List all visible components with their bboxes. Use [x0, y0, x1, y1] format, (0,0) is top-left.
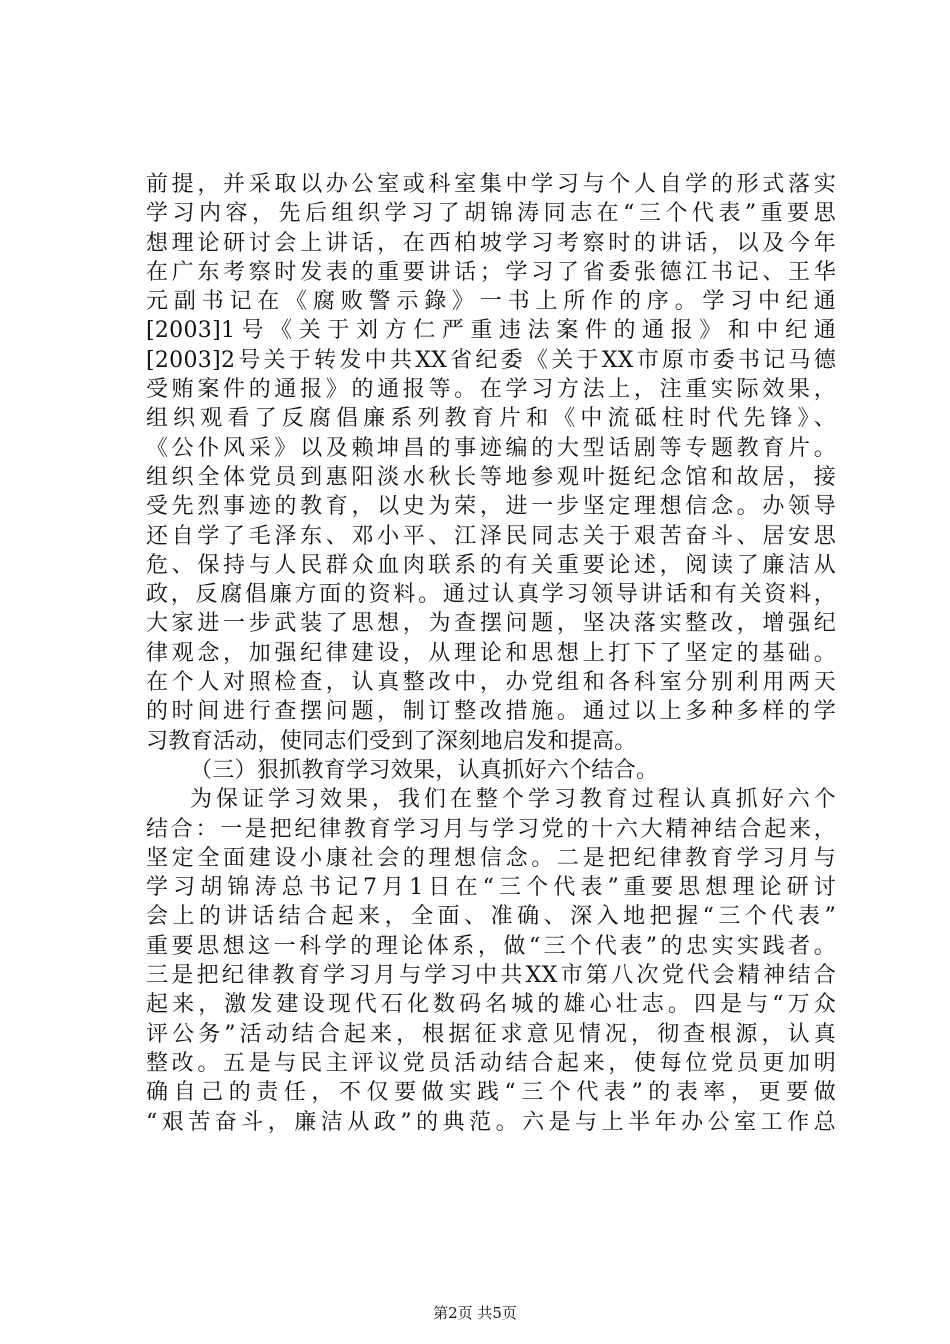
text-line: 为保证学习效果，我们在整个学习教育过程认真抓好六个	[190, 787, 836, 813]
text-line: 律观念，加强纪律建设，从理论和思想上打下了坚定的基础。	[146, 640, 836, 666]
text-line: 危、保持与人民群众血肉联系的有关重要论述，阅读了廉洁从	[146, 552, 836, 578]
text-line: 的时间进行查摆问题，制订整改措施。通过以上多种多样的学	[146, 699, 836, 725]
text-line: 重要思想这一科学的理论体系，做“三个代表”的忠实实践者。	[146, 933, 836, 959]
section-heading: （三）狠抓教育学习效果，认真抓好六个结合。	[190, 757, 659, 783]
text-line: 三是把纪律教育学习月与学习中共XX市第八次党代会精神结合	[146, 963, 836, 989]
text-line: 学习胡锦涛总书记7月1日在“三个代表”重要思想理论研讨	[146, 875, 836, 901]
text-line: 《公仆风采》以及赖坤昌的事迹编的大型话剧等专题教育片。	[146, 435, 836, 461]
text-line: 起来，激发建设现代石化数码名城的雄心壮志。四是与“万众	[146, 992, 836, 1018]
text-line: 会上的讲话结合起来，全面、准确、深入地把握“三个代表”	[146, 904, 836, 930]
text-line: 确自己的责任，不仅要做实践“三个代表”的表率，更要做	[146, 1080, 836, 1106]
text-line: 组织观看了反腐倡廉系列教育片和《中流砥柱时代先锋》、	[146, 406, 836, 432]
text-line: 政，反腐倡廉方面的资料。通过认真学习领导讲话和有关资料，	[146, 582, 836, 608]
text-line: 坚定全面建设小康社会的理想信念。二是把纪律教育学习月与	[146, 845, 836, 871]
page-footer: 第2页 共5页	[433, 1304, 517, 1322]
text-line: 元副书记在《腐败警示錄》一书上所作的序。学习中纪通	[146, 289, 836, 315]
text-line: 还自学了毛泽东、邓小平、江泽民同志关于艰苦奋斗、居安思	[146, 523, 836, 549]
text-line: 整改。五是与民主评议党员活动结合起来，使每位党员更加明	[146, 1050, 836, 1076]
text-line: 大家进一步武装了思想，为查摆问题，坚决落实整改，增强纪	[146, 611, 836, 637]
text-line: 受先烈事迹的教育，以史为荣，进一步坚定理想信念。办领导	[146, 494, 836, 520]
text-line: “艰苦奋斗，廉洁从政”的典范。六是与上半年办公室工作总	[146, 1109, 836, 1135]
text-line: 评公务”活动结合起来，根据征求意见情况，彻查根源，认真	[146, 1021, 836, 1047]
text-line: [2003]1号《关于刘方仁严重违法案件的通报》和中纪通	[146, 318, 836, 344]
text-line: 在个人对照检查，认真整改中，办党组和各科室分别利用两天	[146, 670, 836, 696]
text-line: 组织全体党员到惠阳淡水秋长等地参观叶挺纪念馆和故居，接	[146, 464, 836, 490]
body-text	[146, 170, 836, 1137]
text-line: 受贿案件的通报》的通报等。在学习方法上，注重实际效果，	[146, 377, 836, 403]
text-line: 前提，并采取以办公室或科室集中学习与个人自学的形式落实	[146, 172, 836, 197]
text-line: 习教育活动，使同志们受到了深刻地启发和提高。	[146, 728, 637, 754]
text-line: 在广东考察时发表的重要讲话；学习了省委张德江书记、王华	[146, 259, 836, 285]
text-line: 学习内容，先后组织学习了胡锦涛同志在“三个代表”重要思	[146, 201, 836, 227]
text-line: 想理论研讨会上讲话，在西柏坡学习考察时的讲话，以及今年	[146, 230, 836, 256]
text-line: [2003]2号关于转发中共XX省纪委《关于XX市原市委书记马德	[146, 347, 836, 373]
text-line: 结合：一是把纪律教育学习月与学习党的十六大精神结合起来，	[146, 816, 836, 842]
